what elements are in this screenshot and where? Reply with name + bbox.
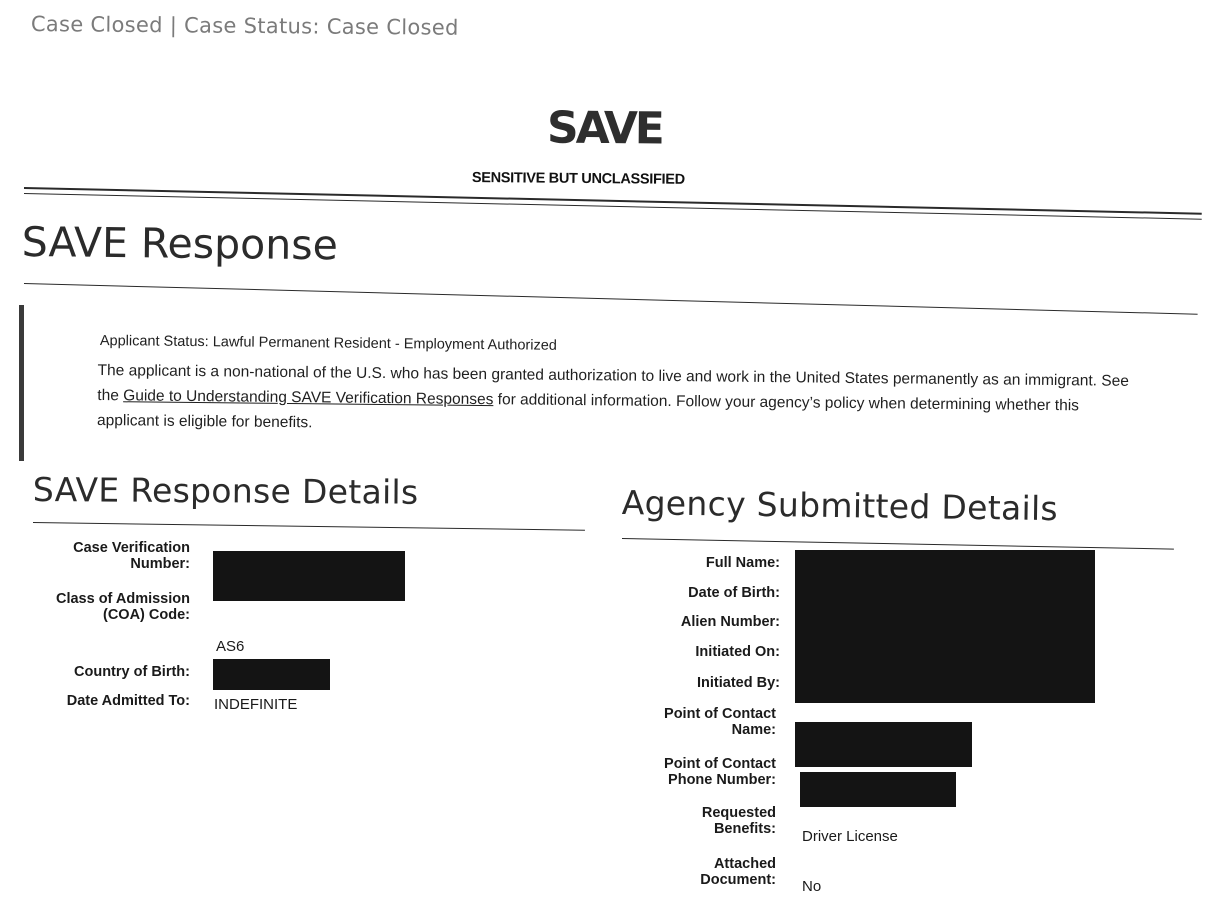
agency-details-redaction [795, 550, 1095, 703]
notice-body [97, 358, 1138, 444]
applicant-status-line: Applicant Status: Lawful Permanent Resident - Employment Authorized [99, 333, 557, 354]
full-name-label: Full Name: [705, 555, 780, 571]
class-of-admission-value: AS6 [216, 638, 245, 655]
case-status-header: Case Closed | Case Status: Case Closed [30, 12, 459, 40]
agency-details-divider [622, 538, 1174, 550]
country-of-birth-label: Country of Birth: [74, 664, 190, 680]
agency-details-title: Agency Submitted Details [621, 483, 1059, 529]
date-admitted-to-value: INDEFINITE [214, 696, 298, 713]
response-details-divider [33, 522, 585, 531]
attached-document-value: No [802, 878, 822, 895]
poc-name-redaction [795, 722, 972, 767]
applicant-status-notice [97, 333, 1138, 444]
requested-benefits-label: Requested Benefits: [701, 805, 776, 837]
alien-number-label: Alien Number: [680, 614, 780, 630]
save-logo: SAVE [546, 102, 663, 155]
date-admitted-to-label: Date Admitted To: [66, 693, 190, 709]
poc-phone-redaction [800, 772, 956, 807]
country-of-birth-redaction [213, 659, 330, 690]
notice-text-before-link: The applicant is a non-national of the U.S. who has been granted authorization to live and work in the United States permanently as an immigrant. See the [97, 361, 1129, 405]
notice-accent-bar [19, 305, 24, 461]
initiated-by-label: Initiated By: [697, 675, 780, 691]
page-title: SAVE Response [21, 218, 339, 270]
title-divider [24, 283, 1198, 315]
header-divider-top [24, 187, 1202, 215]
notice-text-after-link: for additional information. Follow your agency’s policy when determining whether this applicant is eligible for benefits. [96, 391, 1080, 432]
initiated-on-label: Initiated On: [695, 644, 780, 660]
class-of-admission-label: Class of Admission (COA) Code: [55, 591, 190, 623]
poc-name-label: Point of Contact Name: [664, 706, 776, 738]
poc-phone-label: Point of Contact Phone Number: [664, 756, 776, 788]
header-divider-bottom [24, 193, 1202, 220]
classification-banner: SENSITIVE BUT UNCLASSIFIED [471, 170, 685, 188]
date-of-birth-label: Date of Birth: [688, 585, 780, 601]
requested-benefits-value: Driver License [802, 828, 898, 845]
response-details-title: SAVE Response Details [32, 470, 419, 512]
case-verification-number-redaction [213, 551, 405, 601]
guide-link[interactable]: Guide to Understanding SAVE Verification Responses [123, 387, 494, 409]
case-verification-number-label: Case Verification Number: [73, 540, 190, 572]
attached-document-label: Attached Document: [700, 856, 776, 888]
